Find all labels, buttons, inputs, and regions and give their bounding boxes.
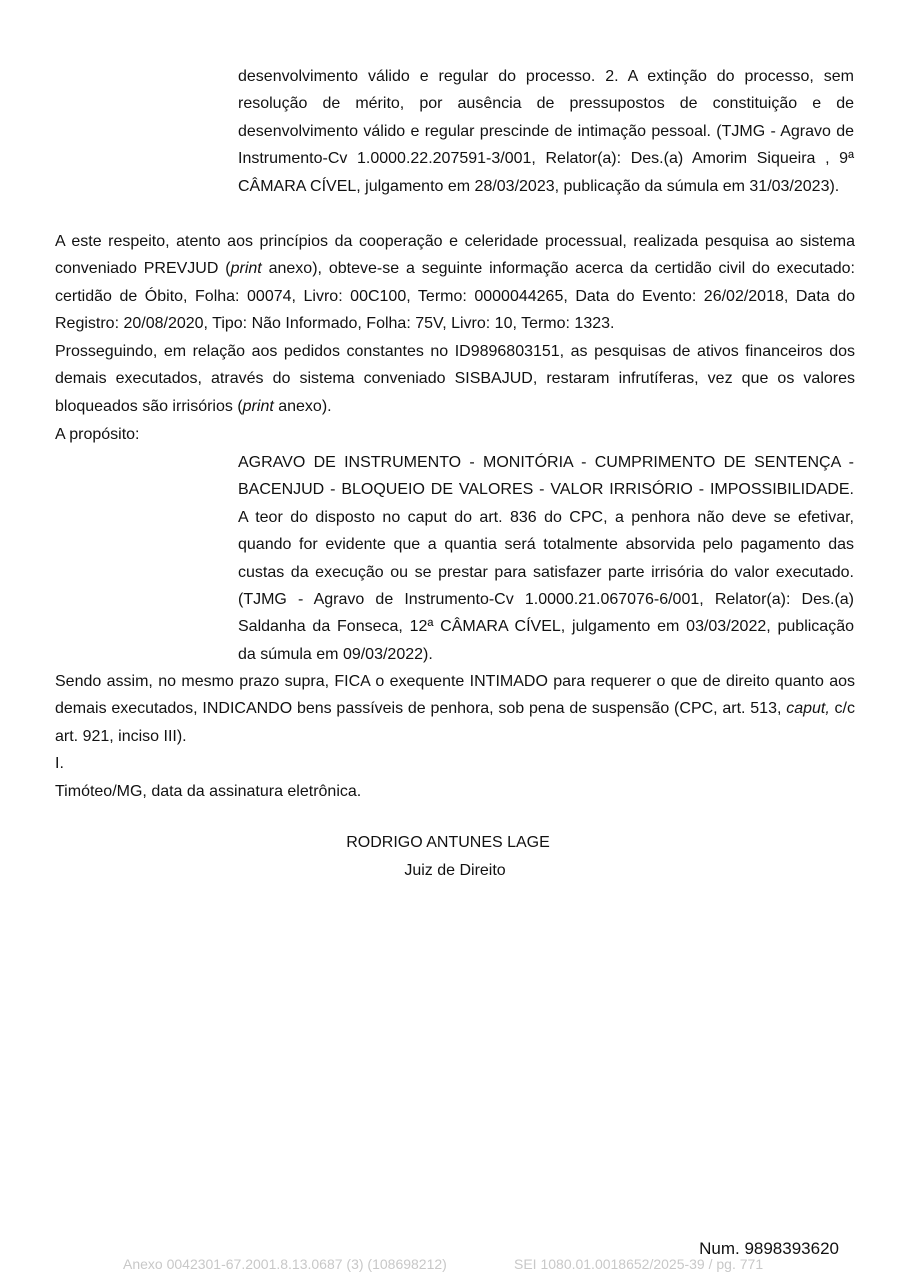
paragraph-3-text: A propósito:	[55, 426, 140, 443]
jurisprudence-quote-1	[238, 63, 854, 200]
paragraph-2-italic: print	[242, 397, 274, 415]
paragraph-1-before: A este respeito, atento aos princípios da cooperação e celeridade processual, realizada pesquisa ao sistema conveniado PREVJUD (	[55, 233, 855, 278]
paragraph-4-after: c/c art. 921, inciso III).	[55, 700, 855, 745]
paragraph-sisbajud	[55, 338, 855, 420]
footer-sei-watermark: SEI 1080.01.0018652/2025-39 / pg. 771	[514, 1256, 764, 1272]
paragraph-5-text: I.	[55, 755, 64, 772]
paragraph-1-after: anexo), obteve-se a seguinte informação acerca da certidão civil do executado: certidão de Óbito, Folha: 00074, Livro: 00C100, Termo: 0000044265, Data do Evento: 26/02/2018, Data do Registro: 20/08/2020, Tipo: Não Informado, Folha: 75V, Livro: 10, Termo: 1323.	[55, 260, 855, 333]
paragraph-6-text: Timóteo/MG, data da assinatura eletrônica.	[55, 783, 362, 800]
paragraph-4-before: Sendo assim, no mesmo prazo supra, FICA o exequente INTIMADO para requerer o que de direito quanto aos demais executados, INDICANDO bens passíveis de penhora, sob pena de suspensão (CPC, art. 513,	[55, 673, 855, 718]
footer-annex-watermark: Anexo 0042301-67.2001.8.13.0687 (3) (108698212)	[123, 1256, 447, 1272]
paragraph-prevjud	[55, 228, 855, 338]
paragraph-2-after: anexo).	[273, 397, 332, 415]
quote-2-text: AGRAVO DE INSTRUMENTO - MONITÓRIA - CUMPRIMENTO DE SENTENÇA - BACENJUD - BLOQUEIO DE VALORES - VALOR IRRISÓRIO - IMPOSSIBILIDADE. A teor do disposto no caput do art. 836 do CPC, a penhora não deve se efetivar, quando for evidente que a quantia será totalmente absorvida pelo pagamento das custas da execução ou se prestar para satisfazer parte irrisória do valor executado. (TJMG - Agravo de Instrumento-Cv 1.0000.21.067076-6/001, Relator(a): Des.(a) Saldanha da Fonseca, 12ª CÂMARA CÍVEL, julgamento em 03/03/2022, publicação da súmula em 09/03/2022).	[238, 454, 854, 663]
document-number: Num. 9898393620	[699, 1239, 839, 1258]
signature-role: Juiz de Direito	[404, 862, 506, 879]
jurisprudence-quote-2	[238, 449, 854, 668]
paragraph-i	[55, 750, 855, 777]
paragraph-4-italic: caput,	[786, 700, 830, 718]
signature-name: RODRIGO ANTUNES LAGE	[346, 834, 550, 851]
paragraph-place-date	[55, 778, 855, 805]
paragraph-1-italic: print	[230, 260, 262, 278]
paragraph-a-proposito	[55, 421, 855, 448]
quote-1-text: desenvolvimento válido e regular do processo. 2. A extinção do processo, sem resolução de mérito, por ausência de pressupostos de constituição e de desenvolvimento válido e regular prescinde de intimação pessoal. (TJMG - Agravo de Instrumento-Cv 1.0000.22.207591-3/001, Relator(a): Des.(a) Amorim Siqueira , 9ª CÂMARA CÍVEL, julgamento em 28/03/2023, publicação da súmula em 31/03/2023).	[238, 68, 854, 195]
paragraph-intimacao	[55, 668, 855, 750]
paragraph-2-before: Prosseguindo, em relação aos pedidos constantes no ID9896803151, as pesquisas de ativos financeiros dos demais executados, através do sistema conveniado SISBAJUD, restaram infrutíferas, vez que os valores bloqueados são irrisórios (	[55, 343, 855, 415]
